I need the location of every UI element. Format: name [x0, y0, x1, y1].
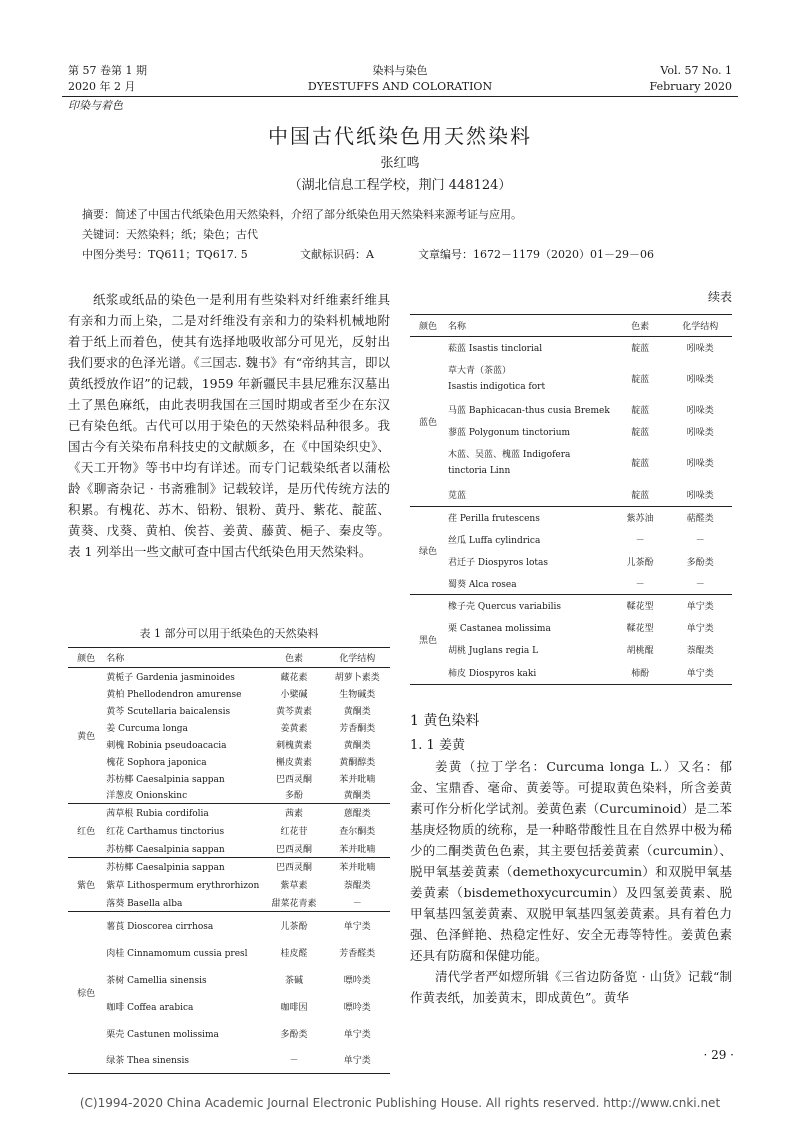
structure: 萘醌类 — [343, 881, 371, 891]
abstract: 摘要：简述了中国古代纸染色用天然染料，介绍了部分纸染色用天然染料来源考证与应用。 — [82, 208, 522, 221]
header-journal-cn: 染料与染色 — [372, 64, 428, 77]
table1-header-pigment: 色素 — [264, 648, 325, 668]
table1-cont-header-structure: 化学结构 — [669, 315, 732, 337]
pigment: 靛蓝 — [631, 344, 650, 355]
plant-name: 苋蓝 — [448, 490, 467, 501]
header-date-en: February 2020 — [649, 80, 732, 93]
table-row — [68, 912, 390, 939]
plant-name: 槐花 Sophora japonica — [106, 757, 207, 768]
pigment: 巴西灵酮 — [275, 774, 312, 785]
table-row — [68, 770, 390, 787]
table1-continued — [410, 314, 732, 685]
table-row — [410, 529, 732, 551]
table1-cont-header-pigment: 色素 — [612, 315, 669, 337]
plant-name: 茶树 Camellia sinensis — [106, 975, 207, 986]
plant-name: 苏枋椰 Caesalpinia sappan — [104, 858, 263, 876]
table1-header-structure: 化学结构 — [324, 648, 390, 668]
structure: 多酚类 — [686, 558, 714, 568]
table-row — [410, 551, 732, 573]
table-row — [68, 685, 390, 702]
structure: 萘醌类 — [686, 646, 714, 656]
structure: 苯并吡喃 — [339, 844, 376, 855]
structure: － — [695, 579, 705, 590]
pigment: 甜菜花青素 — [271, 898, 317, 909]
pigment: 靛蓝 — [631, 375, 650, 385]
table-row — [410, 359, 732, 399]
plant-name: 黄柏 Phellodendron amurense — [106, 689, 242, 700]
table-row — [410, 421, 732, 443]
copyright-footer: (C)1994-2020 China Academic Journal Electronic Publishing House. All rights reserved. http://www.cnki.net — [79, 1096, 721, 1110]
article-number: 文章编号：1672－1179（2020）01－29－06 — [418, 248, 654, 261]
pigment: － — [635, 579, 645, 590]
pigment: 多酚 — [284, 791, 303, 802]
plant-name: 胡桃 Juglans regia L — [448, 646, 539, 656]
structure: 单宁类 — [343, 1029, 371, 1040]
pigment: 小檗碱 — [280, 689, 308, 700]
plant-name: 黄栀子 Gardenia jasminoides — [106, 672, 235, 683]
structure: － — [695, 536, 705, 546]
plant-name: 栗 Castanea molissima — [448, 624, 551, 634]
plant-name: 姜 Curcuma longa — [106, 723, 188, 734]
table-row — [68, 668, 390, 685]
table-row — [68, 787, 390, 804]
table-row — [410, 507, 732, 529]
color-group-label: 黑色 — [410, 595, 446, 685]
table-row — [410, 573, 732, 595]
plant-name: 落葵 Basella alba — [106, 898, 183, 909]
structure: 吲哚类 — [686, 428, 714, 438]
pigment: 茜素 — [264, 804, 325, 822]
pigment: 咖啡因 — [280, 1002, 308, 1013]
plant-name: 草大青（茶蓝） Isastis indigotica fort — [448, 365, 546, 392]
pigment: 茶碱 — [284, 975, 303, 986]
table-row — [68, 876, 390, 894]
plant-name: 栗壳 Castunen molissima — [106, 1029, 219, 1040]
table-row — [68, 894, 390, 912]
structure: 芳香酮类 — [339, 723, 376, 734]
turmeric-paragraph: 姜黄（拉丁学名：Curcuma longa L.）又名：郁金、宝鼎香、毫命、黄姜等。可提取黄色染料，所含姜黄素可作分析化学试剂。姜黄色素（Curcuminoid）是二苯基庚烃物质的统称，是一种略带酸性且在自然界中极为稀少的二酮类黄色色素，其主要包括姜黄素（curcumin）、脱甲氧基姜黄素（demethoxycurcumin）和双脱甲氧基姜黄素（bisdemethoxycurcumin）及四氢姜黄素、脱甲氧基四氢姜黄素、双脱甲氧基四氢姜黄素。具有着色力强、色泽鲜艳、热稳定性好、安全无毒等特性。姜黄色素还具有防腐和保健功能。 清代学者严如熤所辑《三省边防备览 · 山货》记载“制作黄表纸，加姜黄末，即成黄色”。黄华 — [410, 759, 732, 1005]
pigment: 巴西灵酮 — [275, 844, 312, 855]
plant-name: 柿皮 Diospyros kaki — [448, 668, 537, 679]
pigment: － — [289, 1056, 299, 1067]
plant-name: 黄芩 Scutellaria baicalensis — [106, 706, 231, 717]
plant-name: 薯莨 Dioscorea cirrhosa — [104, 912, 263, 939]
table1-caption: 表 1 部分可以用于纸染色的天然染料 — [139, 627, 319, 640]
pigment: 鞣花型 — [626, 624, 654, 634]
table-row — [410, 337, 732, 359]
plant-name: 木蓝、吴蓝、槐蓝 Indigofera tinctoria Linn — [448, 449, 571, 476]
pigment: 儿茶酚 — [626, 558, 654, 568]
table-row — [68, 822, 390, 840]
color-group-label: 绿色 — [410, 507, 446, 595]
pigment: 靛蓝 — [631, 459, 650, 469]
structure: 查尔酮类 — [339, 827, 376, 837]
section-heading-1-1: 1. 1 姜黄 — [410, 738, 465, 753]
pigment: 巴西灵酮 — [264, 858, 325, 876]
document-code: 文献标识码：A — [300, 248, 374, 261]
plant-name: 苏枋椰 Caesalpinia sappan — [106, 774, 225, 785]
pigment: － — [635, 536, 645, 546]
plant-name: 菘蓝 Isastis tinclorial — [448, 344, 543, 355]
table-row — [68, 993, 390, 1020]
intro-paragraph: 纸浆或纸品的染色一是利用有些染料对纤维素纤维具有亲和力而上染，二是对纤维没有亲和力的染料机械地附着于纸上而着色，使其有选择地吸收部分可见光，反射出我们要求的色泽光谱。《三国志. 魏书》有“帝纳其言，即以黄纸授放作诏”的记载，1959 年新疆民丰县尼雅东汉墓出土了黑色麻纸，由此表明我国在三国时期或者至少在东汉已有染色纸。古代可以用于染色的天然染料品种很多。我国古今有关染布帛科技史的文献颇多，在《中国染织史》、《天工开物》等书中均有详述。而专门记载染纸者以蒲松龄《聊斋杂记 · 书斋雅制》记载较详，是历代传统方法的积累。有槐花、苏木、铅粉、银粉、黄丹、紫花、靛蓝、黄葵、戊葵、黄柏、俟苔、姜黄、藤黄、梔子、秦皮等。表 1 列举出一些文献可查中国古代纸染色用天然染料。 — [68, 292, 390, 559]
table-row — [68, 719, 390, 736]
table1-cont-header-color: 颜色 — [410, 315, 446, 337]
pigment: 藏花素 — [280, 672, 308, 683]
structure: 萜醛类 — [669, 507, 732, 529]
affiliation: （湖北信息工程学校，荆门 448124） — [288, 178, 512, 193]
plant-name: 刺槐 Robinia pseudoacacia — [106, 740, 227, 751]
structure: 芳香醛类 — [339, 948, 376, 959]
pigment: 靛蓝 — [631, 406, 650, 416]
plant-name: 洋葱皮 Onionskinc — [106, 791, 188, 802]
pigment: 儿茶酚 — [264, 912, 325, 939]
structure: 黄酮类 — [343, 706, 371, 717]
table-row — [410, 483, 732, 507]
structure: 吲哚类 — [686, 344, 714, 355]
plant-name: 肉桂 Cinnamomum cussia presl — [106, 948, 248, 959]
color-group-label: 紫色 — [68, 858, 104, 912]
section-label: 印染与着色 — [68, 99, 123, 112]
header-rule — [62, 96, 738, 97]
article-title: 中国古代纸染色用天然染料 — [268, 124, 532, 148]
section-heading-1: 1 黄色染料 — [410, 713, 480, 729]
structure: 苯并吡喃 — [339, 774, 376, 785]
pigment: 桂皮醛 — [280, 948, 308, 959]
structure: 嘌呤类 — [343, 1002, 371, 1013]
plant-name: 君迁子 Diospyros lotas — [448, 558, 548, 568]
table-continued-label: 续表 — [707, 290, 732, 304]
structure: 吲哚类 — [686, 375, 714, 385]
header-vol-en: Vol. 57 No. 1 — [660, 64, 732, 77]
plant-name: 咖啡 Coffea arabica — [106, 1002, 194, 1013]
color-group-label: 棕色 — [68, 912, 104, 1074]
pigment: 紫苏油 — [612, 507, 669, 529]
structure: 黄酮类 — [343, 791, 371, 802]
table-row — [68, 1020, 390, 1047]
plant-name: 蓼蓝 Polygonum tinctorium — [448, 428, 571, 438]
plant-name: 橡子壳 Quercus variabilis — [446, 595, 612, 617]
structure: 黄酮醇类 — [339, 757, 376, 768]
page-number: · 29 · — [703, 1048, 734, 1062]
table-row — [68, 702, 390, 719]
clc-number: 中图分类号：TQ611；TQ617. 5 — [82, 248, 248, 261]
plant-name: 绿茶 Thea sinensis — [106, 1056, 189, 1067]
header-journal-en: DYESTUFFS AND COLORATION — [307, 80, 493, 93]
table-row — [68, 736, 390, 753]
table-row — [68, 840, 390, 858]
table1-header-name: 名称 — [104, 648, 263, 668]
table-row — [410, 595, 732, 617]
color-group-label: 黄色 — [77, 732, 96, 742]
structure: － — [352, 898, 362, 909]
structure: 单宁类 — [324, 912, 390, 939]
header-volume: 第 57 卷第 1 期 — [68, 64, 147, 77]
pigment: 靛蓝 — [631, 428, 650, 438]
header-date: 2020 年 2 月 — [68, 80, 136, 93]
structure: 单宁类 — [686, 624, 714, 634]
table1-cont-header-name: 名称 — [446, 315, 612, 337]
pigment: 刺槐黄素 — [275, 740, 312, 751]
table-row — [68, 753, 390, 770]
pigment: 槲皮黄素 — [275, 757, 312, 768]
table-row — [410, 639, 732, 661]
color-group-label: 红色 — [68, 804, 104, 858]
plant-name: 红花 Carthamus tinctorius — [106, 827, 225, 837]
pigment: 黄芩黄素 — [275, 706, 312, 717]
pigment: 红花苷 — [280, 827, 308, 837]
plant-name: 马蓝 Baphicacan-thus cusia Bremek — [448, 406, 610, 416]
structure: 生物碱类 — [339, 689, 376, 700]
structure: 单宁类 — [669, 595, 732, 617]
plant-name: 蜀葵 Alca rosea — [448, 579, 517, 590]
table-row — [410, 443, 732, 483]
table-row — [410, 399, 732, 421]
table1 — [68, 647, 390, 1074]
table-row — [68, 858, 390, 876]
keywords: 关键词：天然染料；纸；染色；古代 — [82, 228, 258, 241]
color-group-label: 蓝色 — [419, 418, 438, 428]
structure: 蒽醌类 — [324, 804, 390, 822]
pigment: 多酚类 — [280, 1029, 308, 1040]
structure: 吲哚类 — [686, 406, 714, 416]
table-row — [410, 617, 732, 639]
pigment: 柿酚 — [631, 668, 650, 679]
structure: 嘌呤类 — [343, 975, 371, 986]
plant-name: 紫草 Lithospermum erythrorhizon — [106, 881, 260, 891]
pigment: 胡桃醌 — [626, 646, 654, 656]
pigment: 紫草素 — [280, 881, 308, 891]
plant-name: 丝瓜 Luffa cylindrica — [448, 536, 541, 546]
table-row — [410, 661, 732, 685]
table1-header-color: 颜色 — [68, 648, 104, 668]
structure: 单宁类 — [686, 668, 714, 679]
pigment: 靛蓝 — [631, 490, 650, 501]
author: 张红鸣 — [380, 156, 420, 171]
table-row — [68, 1047, 390, 1074]
pigment: 姜黄素 — [280, 723, 308, 734]
structure: 苯并吡喃 — [324, 858, 390, 876]
structure: 吲哚类 — [686, 490, 714, 501]
structure: 吲哚类 — [686, 459, 714, 469]
table-row — [68, 939, 390, 966]
table-row — [68, 804, 390, 822]
structure: 单宁类 — [343, 1056, 371, 1067]
pigment: 鞣花型 — [612, 595, 669, 617]
structure: 黄酮类 — [343, 740, 371, 751]
plant-name: 苏枋椰 Caesalpinia sappan — [106, 844, 225, 855]
plant-name: 荏 Perilla frutescens — [446, 507, 612, 529]
table-row — [68, 966, 390, 993]
plant-name: 茜草根 Rubia cordifolia — [104, 804, 263, 822]
structure: 胡萝卜素类 — [334, 672, 380, 683]
